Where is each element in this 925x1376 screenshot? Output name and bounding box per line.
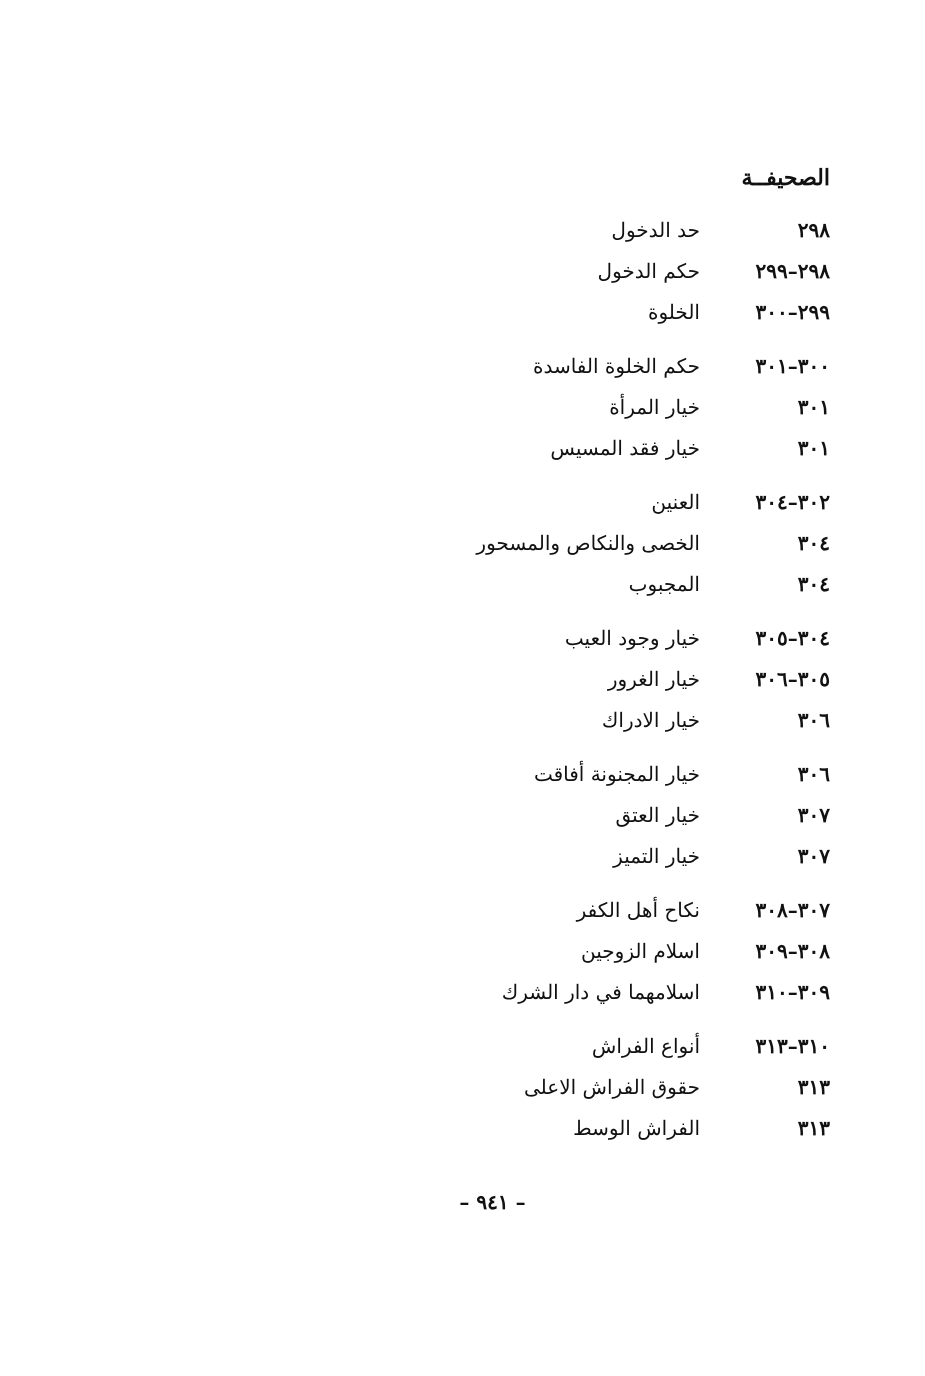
topic-title: الخلوة (648, 300, 700, 324)
index-row (310, 754, 830, 795)
index-group (310, 890, 830, 1013)
index-group (310, 346, 830, 469)
index-row (310, 346, 830, 387)
topic-title: خيار الادراك (601, 708, 700, 732)
page-range: ٣٠٩–٣١٠ (755, 980, 830, 1004)
topic-title: خيار المرأة (609, 395, 700, 419)
page-range: ٣٠٤ (797, 531, 830, 555)
page-range: ٣٠٧ (797, 803, 830, 827)
topic-title: خيار التميز (613, 844, 700, 868)
index-row (310, 1026, 830, 1067)
index-row (310, 428, 830, 469)
index-row (310, 972, 830, 1013)
index-row (310, 659, 830, 700)
page-range: ٣٠١ (797, 395, 830, 419)
index-group (310, 210, 830, 333)
topic-title: خيار الغرور (607, 667, 700, 691)
page-range: ٣٠١ (797, 436, 830, 460)
topic-title: حقوق الفراش الاعلى (523, 1075, 700, 1099)
page-range: ٣١٠–٣١٣ (755, 1034, 830, 1058)
page-column-header: الصحيفــة (741, 165, 830, 191)
index-row (310, 482, 830, 523)
page-range: ٣٠٦ (797, 762, 830, 786)
topic-title: نكاح أهل الكفر (576, 898, 700, 922)
index-row (310, 523, 830, 564)
index-row (310, 1067, 830, 1108)
index-row (310, 931, 830, 972)
topic-title: خيار فقد المسيس (550, 436, 700, 460)
page-range: ٣٠٦ (797, 708, 830, 732)
page-range: ٣٠٤ (797, 572, 830, 596)
page-range: ٣١٣ (797, 1075, 830, 1099)
topic-title: اسلامهما في دار الشرك (501, 980, 700, 1004)
index-row (310, 292, 830, 333)
topic-title: الخصى والنكاص والمسحور (476, 531, 700, 555)
page-range: ٣٠٢–٣٠٤ (755, 490, 830, 514)
topic-title: حد الدخول (611, 218, 700, 242)
index-row (310, 700, 830, 741)
index-group (310, 618, 830, 741)
page-range: ٣٠٤–٣٠٥ (755, 626, 830, 650)
index-row (310, 890, 830, 931)
page-range: ٢٩٨–٢٩٩ (755, 259, 830, 283)
topic-title: اسلام الزوجين (581, 939, 700, 963)
index-group (310, 1026, 830, 1149)
index-table (310, 210, 830, 1162)
page-range: ٣٠٧–٣٠٨ (755, 898, 830, 922)
topic-title: حكم الدخول (597, 259, 700, 283)
page-range: ٣٠٧ (797, 844, 830, 868)
page-range: ٣٠٨–٣٠٩ (755, 939, 830, 963)
topic-title: العنين (651, 490, 700, 514)
index-row (310, 1108, 830, 1149)
topic-title: حكم الخلوة الفاسدة (532, 354, 700, 378)
page-range: ٢٩٩–٣٠٠ (755, 300, 830, 324)
topic-title: الفراش الوسط (573, 1116, 700, 1140)
page-range: ٣١٣ (797, 1116, 830, 1140)
index-row (310, 387, 830, 428)
index-row (310, 836, 830, 877)
page-range: ٣٠٥–٣٠٦ (755, 667, 830, 691)
page-range: ٢٩٨ (797, 218, 830, 242)
topic-title: خيار وجود العيب (564, 626, 700, 650)
index-row (310, 251, 830, 292)
index-row (310, 795, 830, 836)
index-row (310, 618, 830, 659)
topic-title: خيار العتق (615, 803, 700, 827)
index-group (310, 482, 830, 605)
page-range: ٣٠٠–٣٠١ (755, 354, 830, 378)
topic-title: خيار المجنونة أفاقت (533, 762, 700, 786)
page-number: – ٩٤١ – (459, 1190, 526, 1214)
topic-title: المجبوب (628, 572, 700, 596)
topic-title: أنواع الفراش (591, 1034, 700, 1058)
index-row (310, 210, 830, 251)
index-row (310, 564, 830, 605)
index-group (310, 754, 830, 877)
